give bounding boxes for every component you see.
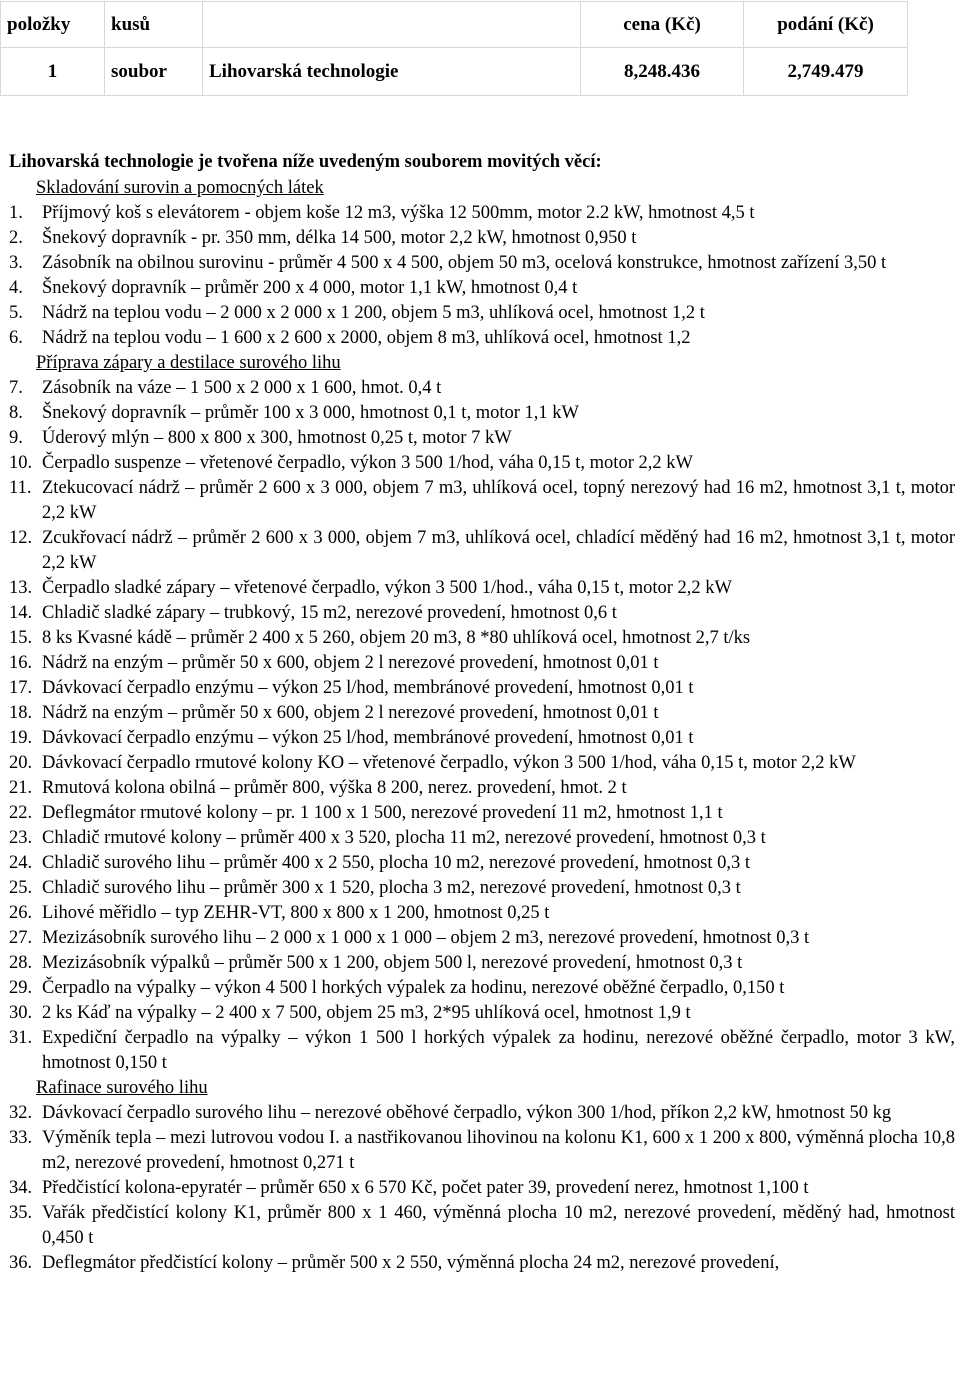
- item-text: Nádrž na teplou vodu – 1 600 x 2 600 x 2000, objem 8 m3, uhlíková ocel, hmotnost 1,2: [42, 328, 691, 348]
- item-text: Nádrž na enzým – průměr 50 x 600, objem 2 l nerezové provedení, hmotnost 0,01 t: [42, 703, 659, 723]
- header-pieces: kusů: [105, 2, 203, 48]
- list-item: [9, 476, 955, 526]
- item-number: 10.: [9, 453, 33, 473]
- cell-pieces: soubor: [105, 48, 203, 96]
- item-text: Čerpadlo suspenze – vřetenové čerpadlo, výkon 3 500 1/hod, váha 0,15 t, motor 2,2 kW: [42, 453, 693, 473]
- item-text: Rmutová kolona obilná – průměr 800, výška 8 200, nerez. provedení, hmot. 2 t: [42, 778, 627, 798]
- item-number: 1.: [9, 203, 23, 223]
- list-item: [9, 776, 955, 801]
- list-item: [9, 426, 955, 451]
- list-item: [9, 201, 955, 226]
- item-text: 2 ks Káď na výpalky – 2 400 x 7 500, objem 25 m3, 2*95 uhlíková ocel, hmotnost 1,9 t: [42, 1003, 691, 1023]
- item-number: 23.: [9, 828, 33, 848]
- list-item: [9, 451, 955, 476]
- item-number: 12.: [9, 528, 33, 548]
- list-item: [9, 326, 955, 351]
- item-number: 34.: [9, 1178, 33, 1198]
- list-item: [9, 1176, 955, 1201]
- item-number: 18.: [9, 703, 33, 723]
- list-item: [9, 976, 955, 1001]
- item-text: Zásobník na obilnou surovinu - průměr 4 500 x 4 500, objem 50 m3, ocelová konstrukce, hmotnost zařízení 3,50 t: [42, 253, 887, 273]
- item-text: Úderový mlýn – 800 x 800 x 300, hmotnost 0,25 t, motor 7 kW: [42, 428, 512, 448]
- header-bid: podání (Kč): [744, 2, 908, 48]
- list-item: [9, 251, 955, 276]
- item-text: Čerpadlo na výpalky – výkon 4 500 l horkých výpalek za hodinu, nerezové oběžné čerpadlo, 0,150 t: [42, 978, 785, 998]
- item-number: 27.: [9, 928, 33, 948]
- list-item: [9, 851, 955, 876]
- list-item: [9, 526, 955, 576]
- list-item: [9, 226, 955, 251]
- list-item: [9, 601, 955, 626]
- equipment-list: [9, 176, 955, 1276]
- table-row: [1, 48, 908, 96]
- item-text: Zcukřovací nádrž – průměr 2 600 x 3 000, objem 7 m3, uhlíková ocel, chladící měděný had 16 m2, hmotnost 3,1 t, motor 2,2 kW: [42, 528, 955, 573]
- item-text: Šnekový dopravník - pr. 350 mm, délka 14 500, motor 2,2 kW, hmotnost 0,950 t: [42, 228, 637, 248]
- item-text: Nádrž na enzým – průměr 50 x 600, objem 2 l nerezové provedení, hmotnost 0,01 t: [42, 653, 659, 673]
- header-items: položky: [1, 2, 105, 48]
- section-heading: Příprava zápary a destilace surového lihu: [36, 353, 341, 373]
- list-item: [9, 951, 955, 976]
- item-number: 25.: [9, 878, 33, 898]
- list-item: [9, 301, 955, 326]
- item-text: Zásobník na váze – 1 500 x 2 000 x 1 600, hmot. 0,4 t: [42, 378, 442, 398]
- item-text: Dávkovací čerpadlo rmutové kolony KO – vřetenové čerpadlo, výkon 3 500 1/hod, váha 0,15 t, motor 2,2 kW: [42, 753, 856, 773]
- item-number: 8.: [9, 403, 23, 423]
- header-blank: [203, 2, 581, 48]
- header-price: cena (Kč): [581, 2, 744, 48]
- item-number: 13.: [9, 578, 33, 598]
- item-text: Dávkovací čerpadlo enzýmu – výkon 25 l/hod, membránové provedení, hmotnost 0,01 t: [42, 678, 694, 698]
- item-number: 6.: [9, 328, 23, 348]
- item-number: 20.: [9, 753, 33, 773]
- item-number: 14.: [9, 603, 33, 623]
- section-heading: Skladování surovin a pomocných látek: [36, 178, 324, 198]
- list-item: [9, 926, 955, 951]
- item-text: Ztekucovací nádrž – průměr 2 600 x 3 000, objem 7 m3, uhlíková ocel, topný nerezový had 16 m2, hmotnost 3,1 t, motor 2,2 kW: [42, 478, 955, 523]
- item-text: Chladič surového lihu – průměr 400 x 2 550, plocha 10 m2, nerezové provedení, hmotnost 0,3 t: [42, 853, 751, 873]
- item-text: Mezizásobník surového lihu – 2 000 x 1 000 x 1 000 – objem 2 m3, nerezové provedení, hmotnost 0,3 t: [42, 928, 810, 948]
- list-item: [9, 701, 955, 726]
- list-item: [9, 801, 955, 826]
- list-item: [9, 1001, 955, 1026]
- cell-description: Lihovarská technologie: [203, 48, 581, 96]
- item-number: 29.: [9, 978, 33, 998]
- item-text: Expediční čerpadlo na výpalky – výkon 1 500 l horkých výpalek za hodinu, nerezové oběžné čerpadlo, motor 3 kW, hmotnost 0,150 t: [42, 1028, 955, 1073]
- item-number: 36.: [9, 1253, 33, 1273]
- item-number: 11.: [9, 478, 32, 498]
- list-item: [9, 651, 955, 676]
- item-number: 30.: [9, 1003, 33, 1023]
- cell-item-number: 1: [1, 48, 105, 96]
- list-item: [9, 1201, 955, 1251]
- list-item: [9, 876, 955, 901]
- item-number: 22.: [9, 803, 33, 823]
- list-item: [9, 626, 955, 651]
- item-text: Chladič rmutové kolony – průměr 400 x 3 520, plocha 11 m2, nerezové provedení, hmotnost 0,3 t: [42, 828, 766, 848]
- item-text: Deflegmátor předčistící kolony – průměr 500 x 2 550, výměnná plocha 24 m2, nerezové provedení,: [42, 1253, 780, 1273]
- item-number: 26.: [9, 903, 33, 923]
- item-number: 7.: [9, 378, 23, 398]
- list-item: [9, 826, 955, 851]
- list-item: [9, 751, 955, 776]
- item-text: Dávkovací čerpadlo enzýmu – výkon 25 l/hod, membránové provedení, hmotnost 0,01 t: [42, 728, 694, 748]
- item-text: Chladič surového lihu – průměr 300 x 1 520, plocha 3 m2, nerezové provedení, hmotnost 0,3 t: [42, 878, 741, 898]
- item-number: 17.: [9, 678, 33, 698]
- item-number: 28.: [9, 953, 33, 973]
- item-number: 19.: [9, 728, 33, 748]
- list-item: [9, 676, 955, 701]
- item-number: 9.: [9, 428, 23, 448]
- item-number: 31.: [9, 1028, 33, 1048]
- item-number: 16.: [9, 653, 33, 673]
- item-text: Chladič sladké zápary – trubkový, 15 m2, nerezové provedení, hmotnost 0,6 t: [42, 603, 617, 623]
- list-item: [9, 376, 955, 401]
- list-item: [9, 726, 955, 751]
- item-text: Příjmový koš s elevátorem - objem koše 12 m3, výška 12 500mm, motor 2.2 kW, hmotnost 4,5 t: [42, 203, 755, 223]
- intro-text: Lihovarská technologie je tvořena níže uvedeným souborem movitých věcí:: [9, 152, 602, 172]
- item-number: 35.: [9, 1203, 33, 1223]
- item-number: 5.: [9, 303, 23, 323]
- item-number: 24.: [9, 853, 33, 873]
- section-heading: Rafinace surového lihu: [36, 1078, 208, 1098]
- item-number: 2.: [9, 228, 23, 248]
- item-number: 4.: [9, 278, 23, 298]
- item-text: Nádrž na teplou vodu – 2 000 x 2 000 x 1 200, objem 5 m3, uhlíková ocel, hmotnost 1,2 t: [42, 303, 705, 323]
- table-header-row: [1, 2, 908, 48]
- item-text: Šnekový dopravník – průměr 200 x 4 000, motor 1,1 kW, hmotnost 0,4 t: [42, 278, 578, 298]
- item-text: Deflegmátor rmutové kolony – pr. 1 100 x 1 500, nerezové provedení 11 m2, hmotnost 1,1 t: [42, 803, 723, 823]
- item-number: 15.: [9, 628, 33, 648]
- asset-table: [0, 1, 908, 96]
- list-item: [9, 1026, 955, 1076]
- list-item: [9, 576, 955, 601]
- item-number: 32.: [9, 1103, 33, 1123]
- item-text: Vařák předčistící kolony K1, průměr 800 x 1 460, výměnná plocha 10 m2, nerezové provedení, měděný had, hmotnost 0,450 t: [42, 1203, 955, 1248]
- item-text: 8 ks Kvasné kádě – průměr 2 400 x 5 260, objem 20 m3, 8 *80 uhlíková ocel, hmotnost 2,7 t/ks: [42, 628, 751, 648]
- list-item: [9, 276, 955, 301]
- item-text: Výměník tepla – mezi lutrovou vodou I. a nastřikovanou lihovinou na kolonu K1, 600 x 1 200 x 800, výměnná plocha 10,8 m2, nerezové provedení, hmotnost 0,271 t: [42, 1128, 955, 1173]
- list-item: [9, 1101, 955, 1126]
- cell-bid: 2,749.479: [744, 48, 908, 96]
- list-item: [9, 401, 955, 426]
- item-text: Šnekový dopravník – průměr 100 x 3 000, hmotnost 0,1 t, motor 1,1 kW: [42, 403, 579, 423]
- item-text: Dávkovací čerpadlo surového lihu – nerezové oběhové čerpadlo, výkon 300 1/hod, příkon 2,2 kW, hmotnost 50 kg: [42, 1103, 892, 1123]
- item-text: Lihové měřidlo – typ ZEHR-VT, 800 x 800 x 1 200, hmotnost 0,25 t: [42, 903, 550, 923]
- item-number: 33.: [9, 1128, 33, 1148]
- item-number: 3.: [9, 253, 23, 273]
- item-text: Předčistící kolona-epyratér – průměr 650 x 6 570 Kč, počet pater 39, provedení nerez, hmotnost 1,100 t: [42, 1178, 809, 1198]
- item-text: Mezizásobník výpalků – průměr 500 x 1 200, objem 500 l, nerezové provedení, hmotnost 0,3 t: [42, 953, 743, 973]
- cell-price: 8,248.436: [581, 48, 744, 96]
- list-item: [9, 1251, 955, 1276]
- list-item: [9, 901, 955, 926]
- item-text: Čerpadlo sladké zápary – vřetenové čerpadlo, výkon 3 500 1/hod., váha 0,15 t, motor 2,2 kW: [42, 578, 732, 598]
- list-item: [9, 1126, 955, 1176]
- item-number: 21.: [9, 778, 33, 798]
